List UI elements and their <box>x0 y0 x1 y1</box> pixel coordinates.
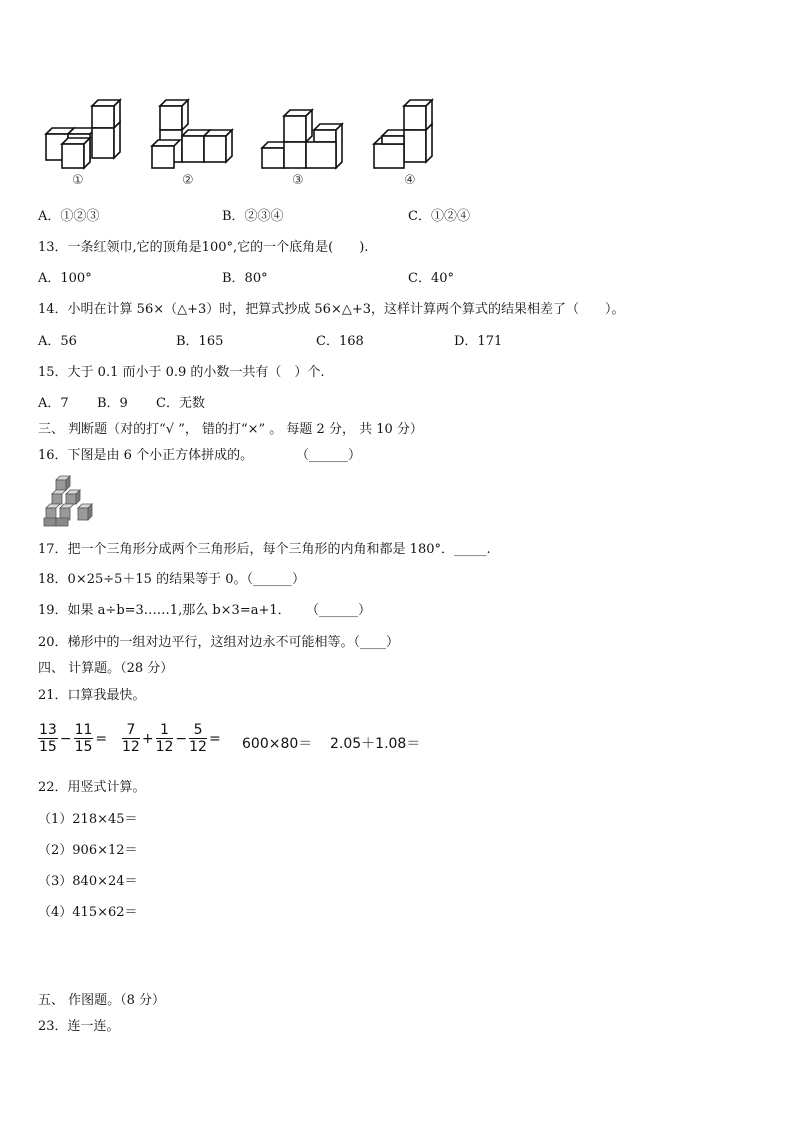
q13-stem: 13．一条红领巾,它的顶角是100°,它的一个底角是( ). <box>38 240 369 255</box>
q19-answer-blank[interactable]: （______） <box>306 603 372 618</box>
q13-option-b[interactable]: B．80° <box>222 271 268 286</box>
q22-item-1: （1）218×45＝ <box>38 812 138 827</box>
q14-stem: 14．小明在计算 56×（△+3）时，把算式抄成 56×△+3，这样计算两个算式的结果相差了（ ）。 <box>38 302 625 317</box>
q12-option-c[interactable]: C．①②④ <box>408 209 470 224</box>
q14-option-a[interactable]: A．56 <box>38 334 77 349</box>
q13-option-c[interactable]: C．40° <box>408 271 454 286</box>
q16-stem: 16．下图是由 6 个小正方体拼成的。 <box>38 448 254 463</box>
q21-expression-3: 600×80＝ <box>242 736 313 752</box>
q14-option-d[interactable]: D．171 <box>454 334 503 349</box>
q19-stem: 19．如果 a÷b=3……1,那么 b×3=a+1． <box>38 603 291 618</box>
q23-stem: 23．连一连。 <box>38 1019 120 1034</box>
q22-item-4: （4）415×62＝ <box>38 905 138 920</box>
q21-stem: 21．口算我最快。 <box>38 688 146 703</box>
q22-item-3: （3）840×24＝ <box>38 874 138 889</box>
fraction: $\frac{11}{15}$ <box>74 722 93 755</box>
q18-stem: 18．0×25÷5＋15 的结果等于 0。（______） <box>38 572 305 587</box>
q21-expression-2: $\frac{7}{12}$ + $\frac{1}{12}$ − $\frac{5}{12}$ = <box>122 722 221 755</box>
fraction: $\frac{1}{12}$ <box>155 722 174 755</box>
fraction: $\frac{5}{12}$ <box>189 722 207 755</box>
q15-option-c[interactable]: C．无数 <box>156 396 205 411</box>
fraction: $\frac{13}{15}$ <box>39 722 57 755</box>
q20-stem: 20．梯形中的一组对边平行，这组对边永不可能相等。（____） <box>38 635 400 650</box>
q21-expression-1: $\frac{13}{15}$ − $\frac{11}{15}$ = <box>39 722 108 755</box>
cube-stack-image <box>42 474 100 528</box>
figure-label-3: ③ <box>292 173 304 188</box>
figure-label-2: ② <box>182 173 194 188</box>
q22-stem: 22．用竖式计算。 <box>38 780 146 795</box>
section-4-title: 四、 计算题。（28 分） <box>38 661 174 676</box>
q17-stem: 17．把一个三角形分成两个三角形后，每个三角形的内角和都是 180°．_____. <box>38 542 491 557</box>
figure-label-1: ① <box>72 173 84 188</box>
q21-expression-4: 2.05＋1.08＝ <box>330 736 421 752</box>
section-3-title: 三、 判断题（对的打“√ ”， 错的打“×” 。 每题 2 分， 共 10 分） <box>38 422 423 437</box>
q15-option-a[interactable]: A．7 <box>38 396 69 411</box>
section-5-title: 五、 作图题。（8 分） <box>38 993 166 1008</box>
q12-option-b[interactable]: B．②③④ <box>222 209 284 224</box>
fraction: $\frac{7}{12}$ <box>122 722 140 755</box>
q15-stem: 15．大于 0.1 而小于 0.9 的小数一共有（ ）个. <box>38 365 325 380</box>
q15-option-b[interactable]: B．9 <box>97 396 128 411</box>
q16-answer-blank[interactable]: （______） <box>296 448 362 463</box>
q14-option-c[interactable]: C．168 <box>316 334 364 349</box>
q14-option-b[interactable]: B．165 <box>176 334 224 349</box>
q12-option-a[interactable]: A．①②③ <box>38 209 100 224</box>
figure-label-4: ④ <box>404 173 416 188</box>
q13-option-a[interactable]: A．100° <box>38 271 92 286</box>
q22-item-2: （2）906×12＝ <box>38 843 138 858</box>
